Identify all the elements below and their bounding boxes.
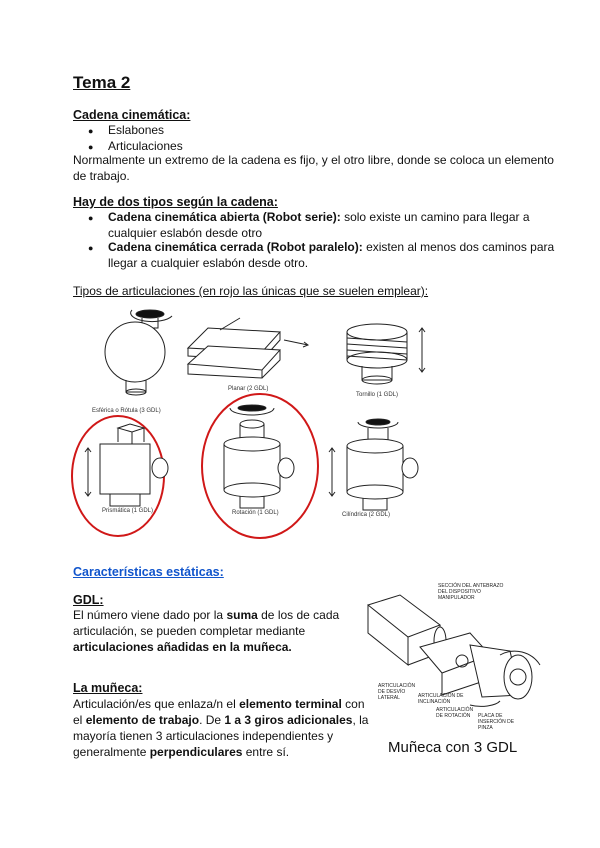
gdl-heading: GDL:: [73, 593, 104, 607]
cylindrical-joint-drawing: [329, 419, 418, 510]
list-item: ● Cadena cinemática cerrada (Robot paralelo): existen al menos dos caminos para: [88, 240, 555, 254]
cadena-text-2: de trabajo.: [73, 169, 130, 183]
label-cylindrical: Cilíndrica (2 GDL): [342, 512, 391, 518]
gdl-text-2: articulación, se pueden completar mediante: [73, 624, 306, 638]
label-prismatic: Prismática (1 GDL): [102, 508, 154, 514]
label-screw: Tornillo (1 GDL): [356, 392, 399, 398]
label-rotation: Rotación (1 GDL): [232, 510, 279, 516]
muneca-text-2: el elemento de trabajo. De 1 a 3 giros adicionales, la: [73, 713, 369, 727]
wrist-label-forearm: SECCIÓN DEL ANTEBRAZO DEL DISPOSITIVO MANIPULADOR: [438, 583, 504, 601]
list-item: ● Articulaciones: [88, 139, 183, 153]
wrist-label-rotation: ARTICULACIÓN DE ROTACIÓN: [436, 707, 474, 719]
label-spherical: Esférica o Rótula (3 GDL): [92, 408, 161, 414]
muneca-text-1: Articulación/es que enlaza/n el elemento terminal con: [73, 697, 365, 711]
muneca-heading: La muñeca:: [73, 681, 143, 695]
list-item: ● Cadena cinemática abierta (Robot serie): solo existe un camino para llegar a: [88, 210, 530, 224]
planar-joint-drawing: [188, 318, 308, 378]
muneca-text-4: generalmente perpendiculares entre sí.: [73, 745, 290, 759]
joint-types-figure: [70, 300, 430, 540]
muneca-text-3: mayoría tienen 3 articulaciones independientes y: [73, 729, 334, 743]
prismatic-joint-drawing: [85, 424, 168, 506]
gdl-text-3: articulaciones añadidas en la muñeca.: [73, 640, 292, 654]
estaticas-heading: Características estáticas:: [73, 565, 224, 579]
wrist-caption: Muñeca con 3 GDL: [388, 739, 518, 756]
spherical-joint-drawing: [105, 310, 172, 395]
cadena-text-1: Normalmente un extremo de la cadena es fijo, y el otro libre, donde se coloca un elemento: [73, 153, 554, 167]
list-item-cont: llegar a cualquier eslabón desde otro.: [108, 256, 309, 270]
cadena-heading: Cadena cinemática:: [73, 108, 191, 122]
screw-joint-drawing: [347, 324, 425, 384]
list-item-cont: cualquier eslabón desde otro: [108, 226, 263, 240]
page-title: Tema 2: [73, 73, 131, 92]
gdl-text-1: El número viene dado por la suma de los de cada: [73, 608, 340, 622]
wrist-label-gripper: PLACA DE INSERCIÓN DE PINZA: [478, 713, 515, 731]
wrist-label-lateral: ARTICULACIÓN DE DESVÍO LATERAL: [378, 683, 416, 701]
list-item: ● Eslabones: [88, 123, 165, 137]
rotation-joint-drawing: [224, 405, 294, 508]
wrist-label-inclination: ARTICULACIÓN DE INCLINACIÓN: [418, 693, 464, 705]
tipos-cadena-heading: Hay de dos tipos según la cadena:: [73, 195, 278, 209]
label-planar: Planar (2 GDL): [228, 386, 269, 392]
articulaciones-heading: Tipos de articulaciones (en rojo las únicas que se suelen emplear):: [73, 284, 429, 298]
red-circle-rotation: [202, 394, 318, 538]
